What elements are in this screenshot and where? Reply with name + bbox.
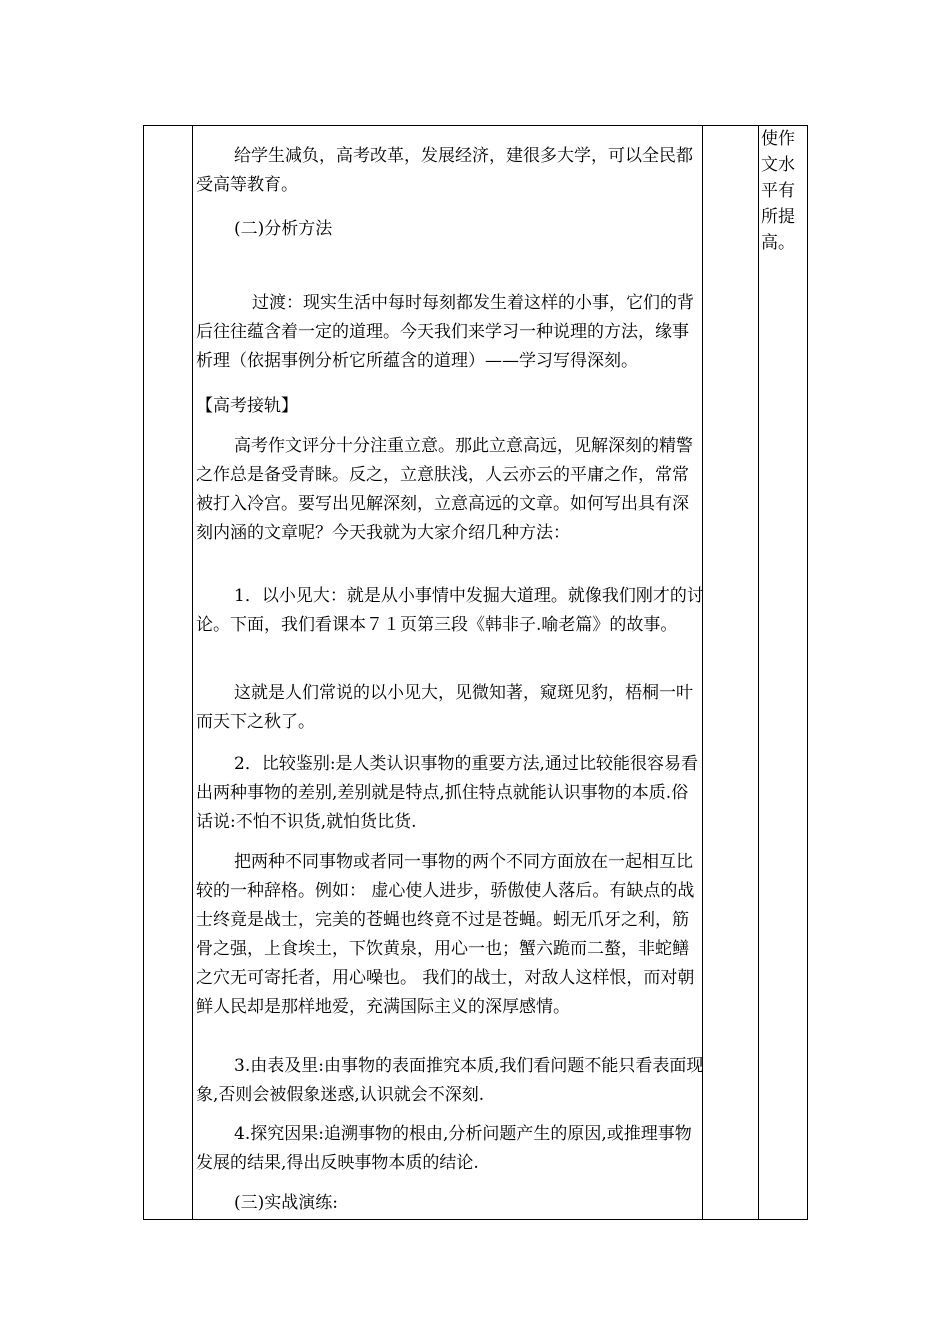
column-divider-1 xyxy=(192,126,193,1219)
column-divider-3 xyxy=(758,126,759,1219)
method-surface-to-essence: 3.由表及里:由事物的表面推究本质,我们看问题不能只看表面现象,否则会被假象迷惑,认识就会不深刻. xyxy=(196,1056,704,1105)
paragraph-transition: 过渡：现实生活中每时每刻都发生着这样的小事，它们的背后往往蕴含着一定的道理。今天我们来学习一种说理的方法，缘事析理（依据事例分析它所蕴含的道理）——学习写得深刻。 xyxy=(196,293,694,371)
paragraph-gaokao-essay: 高考作文评分十分注重立意。那此立意高远，见解深刻的精警之作总是备受青睐。反之，立意肤浅，人云亦云的平庸之作，常常被打入冷宫。要写出见解深刻，立意高远的文章。如何写出具有深刻内涵的文章呢？今天我就为大家介绍几种方法： xyxy=(196,436,693,543)
paragraph-small-to-big-summary: 这就是人们常说的以小见大，见微知著，窥斑见豹，梧桐一叶而天下之秋了。 xyxy=(196,683,693,732)
paragraph-comparison-examples: 把两种不同事物或者同一事物的两个不同方面放在一起相互比较的一种辞格。例如： 虚心使人进步，骄傲使人落后。有缺点的战士终竟是战士，完美的苍蝇也终竟不过是苍蝇。蚓无爪牙之利，筋骨之强，上食埃土，下饮黄泉，用心一也；蟹六跪而二螯，非蛇鳝之穴无可寄托者，用心噪也。 我们的战士，对敌人这样恨，而对朝鲜人民却是那样地爱，充满国际主义的深厚感情。 xyxy=(196,852,695,1017)
method-cause-effect: 4.探究因果:追溯事物的根由,分析问题产生的原因,或推理事物发展的结果,得出反映事物本质的结论. xyxy=(196,1124,692,1173)
lesson-table xyxy=(143,125,808,1220)
section-heading-practice: (三)实战演练: xyxy=(234,1193,338,1213)
design-intent-text: 使作文水平有所提高。 xyxy=(761,129,795,253)
method-small-to-big: 1．以小见大：就是从小事情中发掘大道理。就像我们刚才的讨论。下面，我们看课本７１页第三段《韩非子.喻老篇》的故事。 xyxy=(196,586,704,635)
method-comparison: 2．比较鉴别:是人类认识事物的重要方法,通过比较能很容易看出两种事物的差别,差别就是特点,抓住特点就能认识事物的本质.俗话说:不怕不识货,就怕货比货. xyxy=(196,754,698,832)
paragraph-burden-reduction: 给学生减负，高考改革，发展经济，建很多大学，可以全民都受高等教育。 xyxy=(196,146,693,195)
heading-gaokao-connection: 【高考接轨】 xyxy=(196,396,298,416)
design-intent-column xyxy=(761,126,809,256)
section-heading-analysis-method: (二)分析方法 xyxy=(234,219,333,239)
